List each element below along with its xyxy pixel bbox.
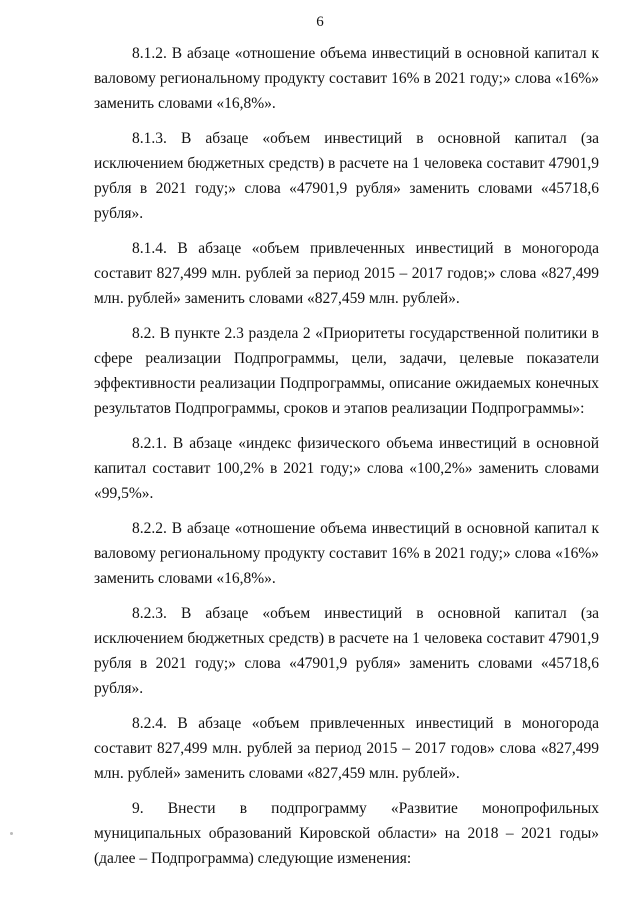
paragraph-9: 9. Внести в подпрограмму «Развитие монопрофильных муниципальных образований Кировской области» на 2018 – 2021 годы» (далее – Подпрограмма) следующие изменения: bbox=[94, 800, 599, 867]
paragraph-8-1-4: 8.1.4. В абзаце «объем привлеченных инвестиций в моногорода составит 827,499 млн. рублей за период 2015 – 2017 годов;» слова «827,499 млн. рублей» заменить словами «827,459 млн. рублей». bbox=[94, 240, 599, 307]
paragraph-8-1-2: 8.1.2. В абзаце «отношение объема инвестиций в основной капитал к валовому региональному продукту составит 16% в 2021 году;» слова «16%» заменить словами «16,8%». bbox=[94, 45, 599, 112]
paragraph-8-2-2: 8.2.2. В абзаце «отношение объема инвестиций в основной капитал к валовому региональному продукту составит 16% в 2021 году;» слова «16%» заменить словами «16,8%». bbox=[94, 520, 599, 587]
document-body bbox=[94, 41, 599, 871]
paragraph-8-2-4: 8.2.4. В абзаце «объем привлеченных инвестиций в моногорода составит 827,499 млн. рублей за период 2015 – 2017 годов» слова «827,499 млн. рублей» заменить словами «827,459 млн. рублей». bbox=[94, 715, 599, 782]
paragraph-8-2-3: 8.2.3. В абзаце «объем инвестиций в основной капитал (за исключением бюджетных средств) в расчете на 1 человека составит 47901,9 рубля в 2021 году;» слова «47901,9 рубля» заменить словами «45718,6 рубля». bbox=[94, 605, 599, 697]
page-number: 6 bbox=[316, 14, 324, 30]
paragraph-8-2-1: 8.2.1. В абзаце «индекс физического объема инвестиций в основной капитал составит 100,2% в 2021 году;» слова «100,2%» заменить словами «99,5%». bbox=[94, 435, 599, 502]
paragraph-8-2: 8.2. В пункте 2.3 раздела 2 «Приоритеты государственной политики в сфере реализации Подпрограммы, цели, задачи, целевые показатели эффективности реализации Подпрограммы, описание ожидаемых конечных результатов Подпрограммы, сроков и этапов реализации Подпрограммы»: bbox=[94, 325, 599, 417]
scan-speck bbox=[10, 832, 13, 835]
paragraph-8-1-3: 8.1.3. В абзаце «объем инвестиций в основной капитал (за исключением бюджетных средств) в расчете на 1 человека составит 47901,9 рубля в 2021 году;» слова «47901,9 рубля» заменить словами «45718,6 рубля». bbox=[94, 130, 599, 222]
